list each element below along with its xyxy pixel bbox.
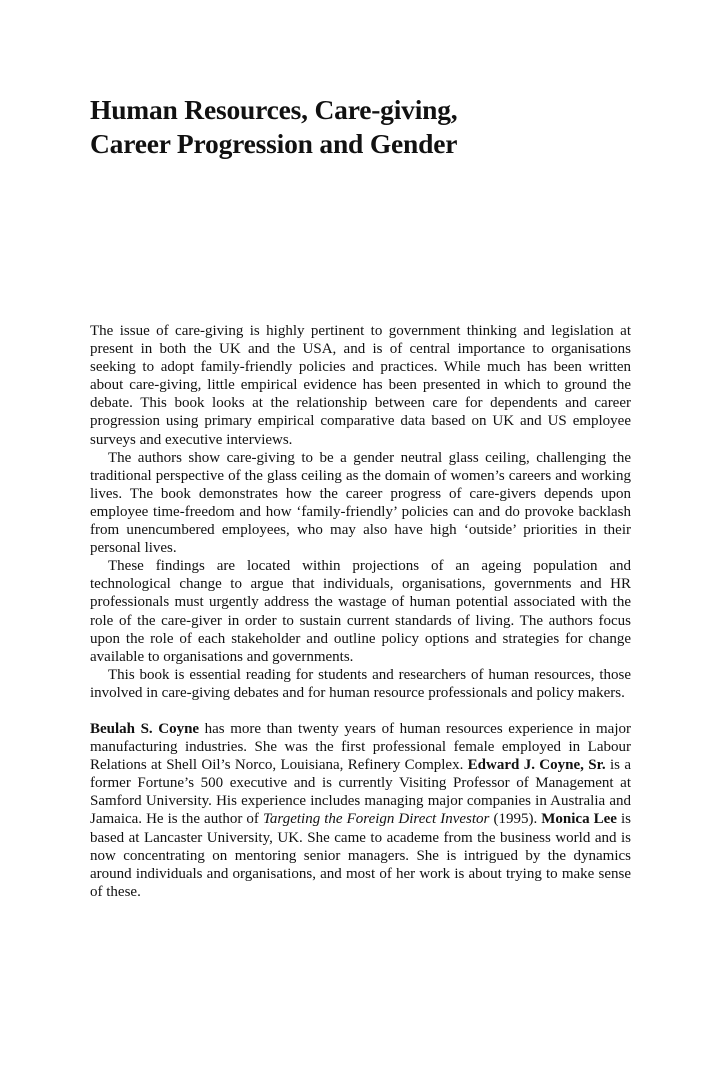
page — [90, 0, 631, 1080]
author-name-beulah-coyne: Beulah S. Coyne — [90, 720, 200, 737]
author-bio-edward-coyne: is a former Fortune’s 500 executive and is currently Visiting Professor of Management at Samford University. His experience includes managing major companies in Australia and Jamaica. He is the author of — [90, 757, 631, 828]
description-paragraph-3: These findings are located within projections of an ageing population and technological change to argue that individuals, organisations, governments and HR professionals must urgently address the wastage of human potential associated with the role of the care-giver in order to sustain current standards of living. The authors focus upon the role of each stakeholder and outline policy options and strategies for change available to organisations and governments. — [90, 558, 631, 665]
author-bio-monica-lee: is based at Lancaster University, UK. She came to academe from the business world and is now concentrating on mentoring senior managers. She is intrigued by the dynamics around individuals and organisations, and most of her work is about trying to make sense of these. — [90, 811, 632, 900]
description-paragraph-2: The authors show care-giving to be a gender neutral glass ceiling, challenging the traditional perspective of the glass ceiling as the domain of women’s careers and working lives. The book demonstrates how the career progress of care-givers depends upon employee time-freedom and how ‘family-friendly’ policies can and do provoke backlash from unencumbered employees, who may also have high ‘outside’ priorities in their personal lives. — [90, 449, 631, 557]
author-name-edward-coyne: Edward J. Coyne, Sr. — [467, 757, 606, 774]
book-year: (1995). — [489, 811, 542, 828]
description-paragraph-1: The issue of care-giving is highly pertinent to government thinking and legislation at present in both the UK and the USA, and is of central importance to organisations seeking to adopt family-friendly policies and practices. While much has been written about care-giving, little empirical evidence has been presented in which to ground the debate. This book looks at the relationship between care for dependents and career progression using primary empirical comparative data based on UK and US employee surveys and executive interviews. — [90, 323, 631, 448]
book-title-targeting: Targeting the Foreign Direct Investor — [262, 811, 490, 828]
book-title-line-1: Human Resources, Care-giving, — [90, 94, 458, 125]
author-bio-beulah-coyne: has more than twenty years of human resources experience in major manufacturing industries. She was the first professional female employed in Labour Relations at Shell Oil’s Norco, Louisiana, Refinery Complex. — [90, 720, 631, 774]
author-name-monica-lee: Monica Lee — [541, 811, 617, 828]
description-paragraph-4: This book is essential reading for students and researchers of human resources, those involved in care-giving debates and for human resource professionals and policy makers. — [90, 666, 631, 701]
author-bios — [90, 720, 631, 901]
blurb — [90, 322, 631, 901]
book-title-line-2: Career Progression and Gender — [90, 128, 458, 159]
book-title — [90, 93, 631, 161]
